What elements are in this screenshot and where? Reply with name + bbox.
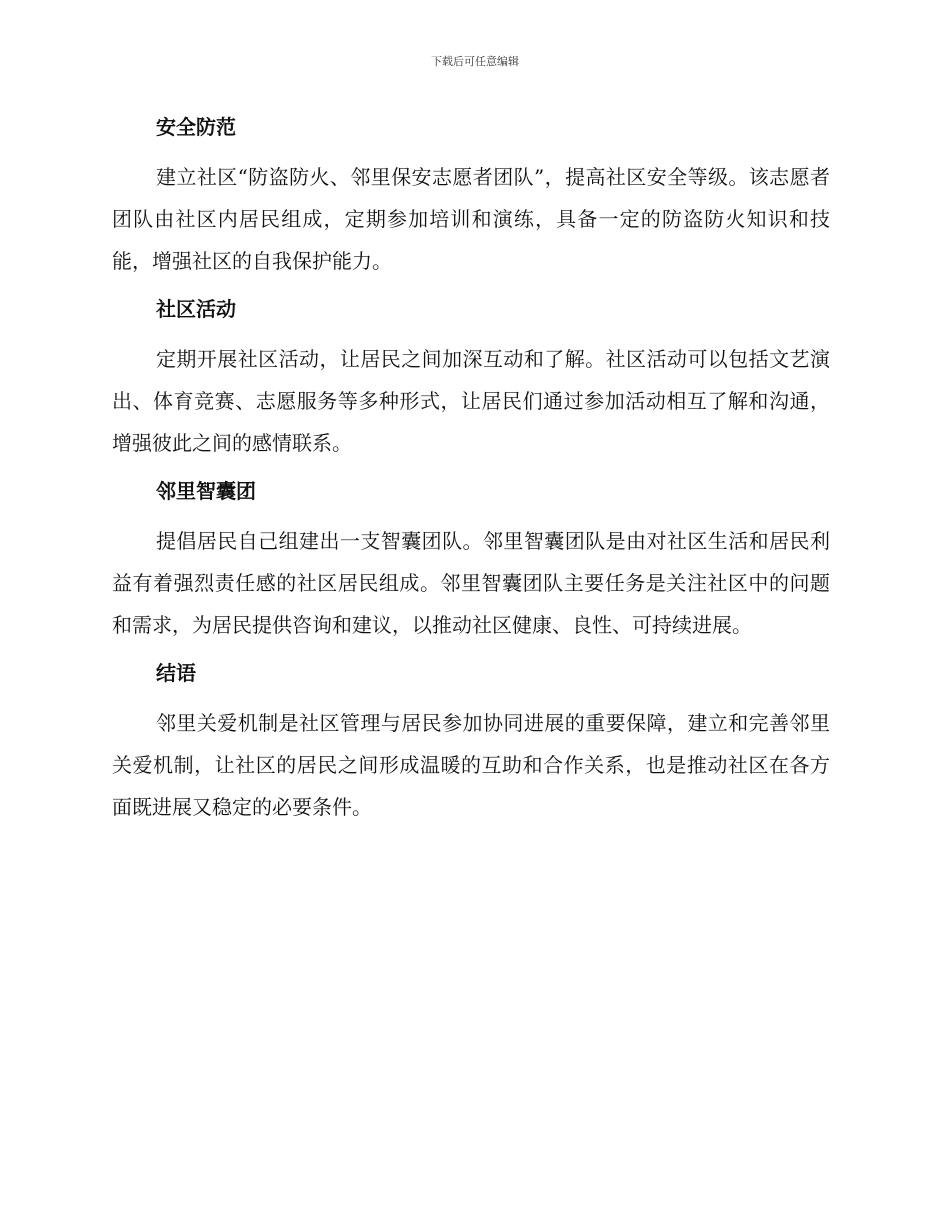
section-heading: 社区活动 [156,297,236,321]
document-body [112,108,830,836]
section-paragraph: 建立社区“防盗防火、邻里保安志愿者团队”，提高社区安全等级。该志愿者团队由社区内居民组成，定期参加培训和演练，具备一定的防盗防火知识和技能，增强社区的自我保护能力。 [112,165,830,273]
section-community-activities [112,290,830,464]
section-paragraph: 定期开展社区活动，让居民之间加深互动和了解。社区活动可以包括文艺演出、体育竞赛、志愿服务等多种形式，让居民们通过参加活动相互了解和沟通，增强彼此之间的感情联系。 [112,347,830,455]
section-heading: 结语 [156,661,196,685]
section-heading: 安全防范 [156,115,236,139]
section-neighborhood-think-tank [112,472,830,646]
section-conclusion [112,654,830,828]
section-paragraph: 提倡居民自己组建出一支智囊团队。邻里智囊团队是由对社区生活和居民利益有着强烈责任感的社区居民组成。邻里智囊团队主要任务是关注社区中的问题和需求，为居民提供咨询和建议，以推动社区健康、良性、可持续进展。 [112,529,830,637]
page-header-note: 下载后可任意编辑 [431,55,519,68]
section-paragraph: 邻里关爱机制是社区管理与居民参加协同进展的重要保障，建立和完善邻里关爱机制，让社区的居民之间形成温暖的互助和合作关系，也是推动社区在各方面既进展又稳定的必要条件。 [112,711,830,819]
section-heading: 邻里智囊团 [156,479,256,503]
section-security [112,108,830,282]
